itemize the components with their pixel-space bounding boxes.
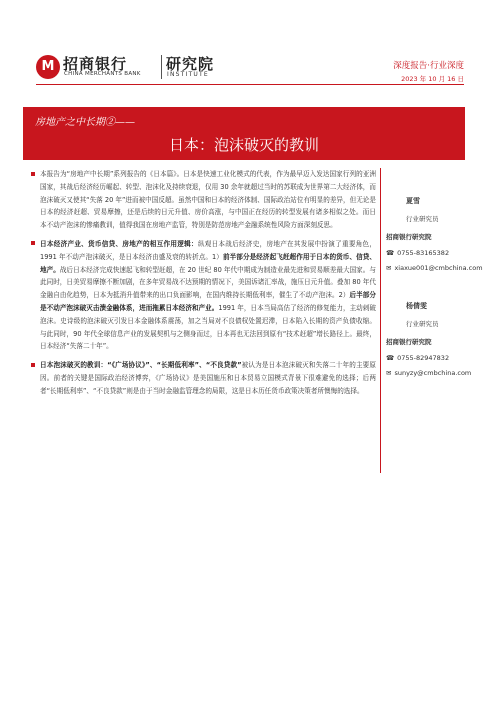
paragraph-text: 纵观日本战后经济史，房地产在其发展中扮演了重要角色，1991 年不动产泡沫破灭，是日本经济由盛及衰的转折点。1） bbox=[40, 239, 377, 261]
logic-paragraph bbox=[31, 238, 376, 353]
analyst-name: 夏雪 bbox=[406, 197, 420, 205]
phone-icon: ☎ bbox=[386, 354, 395, 362]
cmb-logo-icon: M bbox=[36, 55, 60, 79]
email-address[interactable]: xiaxue001@cmbchina.com bbox=[394, 264, 483, 272]
header-rule bbox=[36, 84, 464, 85]
bank-name-en: CHINA MERCHANTS BANK bbox=[64, 71, 141, 77]
paragraph-emphasis: 前半部分是经济起飞赶超作用于日本的货币、信贷、地产。 bbox=[40, 252, 377, 274]
bank-name-cn: 招商银行 bbox=[63, 55, 128, 73]
email-icon: ✉ bbox=[386, 264, 392, 272]
report-type: 深度报告·行业深度 bbox=[393, 61, 464, 71]
analyst-email[interactable] bbox=[386, 369, 472, 377]
analyst-email[interactable] bbox=[386, 264, 483, 272]
paragraph-text: 本报告为“房地产中长期”系列报告的《日本篇》。日本是快速工业化模式的代表，作为最早迈入发达国家行列的亚洲国家，其战后经济经历崛起、转型、泡沫化及持续衰退，仅用 30 余年就超过当时的苏联成为世界第二大经济体，而泡沫破灭又使其“失落 20 年”进而被中国反超。虽然中国和日本的经济体制、国际政治站位有明显的差异，但无论是日本的经济赶超、贸易摩擦，还是后续的日元升值、房价高涨，与中国正在经历的转型发展有诸多相似之处。而日本不动产泡沫的惨痛教训，值得我国在房地产监管，特别是防范房地产金融系统性风险方面深刻反思。 bbox=[40, 170, 376, 230]
phone-number: 0755-83165382 bbox=[397, 249, 450, 257]
bullet-icon bbox=[31, 172, 35, 176]
paragraph-text: 战后日本经济完成快速起飞和转型赶超，在 20 世纪 80 年代中期成为制造业最先进和贸易顺差最大国家。与此同时，日美贸易摩擦不断加剧，在多年贸易战不达预期的情况下，美国诉诸汇率战，施压日元升值。叠加 80 年代金融自由化趋势，日本为抵消升值带来的出口负面影响，在国内维持长期低利率，催生了不动产泡沫。2） bbox=[40, 265, 376, 300]
email-icon: ✉ bbox=[386, 369, 392, 377]
summary-paragraph bbox=[31, 168, 376, 232]
analyst-phone bbox=[386, 354, 466, 362]
report-body bbox=[31, 168, 376, 404]
logo-divider bbox=[161, 55, 162, 79]
title-banner bbox=[23, 107, 465, 160]
lessons-paragraph bbox=[31, 359, 376, 397]
report-title: 日本：泡沫破灭的教训 bbox=[168, 136, 319, 154]
paragraph-text: 被认为是日本泡沫破灭和失落二十年的主要原因。前者的关键是国际政治经济博弈，《广场协议》是美国施压和日本贸易立国模式背景下很难避免的选择；后两者“长期低利率”、“不良贷款”则是由于当时金融监管理念的局限，这是日本历任货币政策决策者所懊悔的选择。 bbox=[40, 361, 376, 395]
sidebar-divider bbox=[380, 168, 381, 473]
analyst-phone bbox=[386, 249, 466, 257]
institute-name-en: INSTITUTE bbox=[167, 71, 209, 78]
bullet-icon bbox=[31, 241, 35, 245]
analyst-name: 杨倩雯 bbox=[406, 302, 427, 310]
phone-number: 0755-82947832 bbox=[397, 354, 450, 362]
analyst-org: 招商银行研究院 bbox=[386, 338, 432, 346]
analyst-role: 行业研究员 bbox=[406, 215, 439, 223]
paragraph-heading: 日本经济产业、货币信贷、房地产的相互作用逻辑： bbox=[40, 239, 198, 248]
email-address[interactable]: sunyzy@cmbchina.com bbox=[394, 369, 472, 377]
series-subtitle: 房地产之中长期②—— bbox=[35, 117, 135, 128]
analyst-role: 行业研究员 bbox=[406, 320, 439, 328]
institute-name-cn: 研究院 bbox=[166, 55, 215, 73]
paragraph-emphasis: 后半部分是不动产泡沫破灭击溃金融体系，进而拖累日本经济和产业。 bbox=[40, 291, 377, 312]
phone-icon: ☎ bbox=[386, 249, 395, 257]
analyst-sidebar bbox=[386, 196, 483, 384]
report-date: 2023 年 10 月 16 日 bbox=[401, 75, 464, 83]
bullet-icon bbox=[31, 363, 35, 367]
report-header bbox=[0, 0, 500, 110]
paragraph-heading: 日本泡沫破灭的教训：“《广场协议》”、“长期低利率”、“不良贷款” bbox=[40, 361, 242, 370]
paragraph-text: 1991 年，日本当局高估了经济的修复能力，主动刺破泡沫。史诗级的泡沫破灭引发日本金融体系震荡，加之当局对不良债权处置迟滞，日本陷入长期的资产负债收缩。与此同时，90 年代全球信息产业的发展契机与之侧身而过，日本再也无法回到原有“技术赶超”增长路径上。最终，日本经济“失落二十年”。 bbox=[40, 303, 376, 351]
analyst-org: 招商银行研究院 bbox=[386, 233, 432, 241]
